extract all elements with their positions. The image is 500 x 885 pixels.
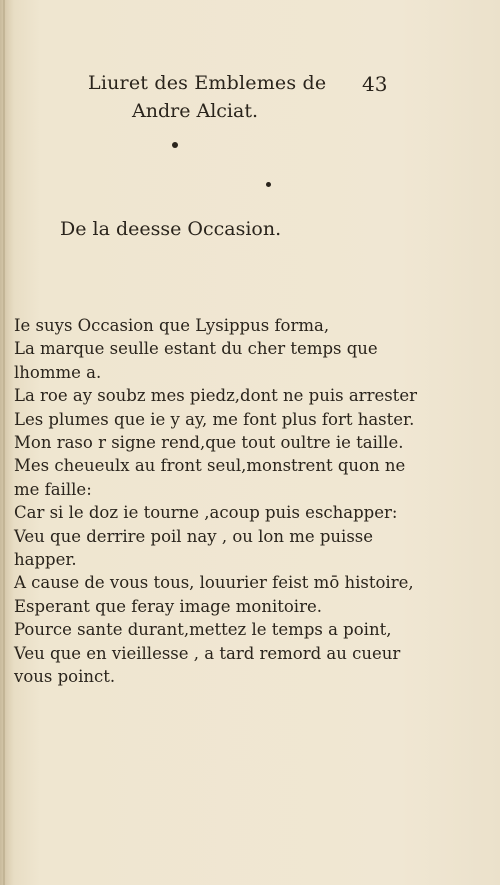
page-number: 43 <box>362 72 388 96</box>
verse-line: Les plumes que ie y ay, me font plus fort haster. <box>14 409 415 429</box>
running-head-title: Liuret des Emblemes de <box>88 72 327 94</box>
verse-line: me faille: <box>14 479 92 499</box>
verse-line: A cause de vous tous, louurier feist mō histoire, <box>14 573 414 593</box>
ornament-dot <box>266 182 271 187</box>
verse-line: lhomme a. <box>14 362 102 382</box>
verse-line: La roe ay soubz mes piedz,dont ne puis arrester <box>14 386 417 406</box>
verse-line: Mon raso r signe rend,que tout oultre ie taille. <box>14 433 404 453</box>
verse-line: Esperant que feray image monitoire. <box>14 596 322 616</box>
verse-line: Car si le doz ie tourne ,acoup puis eschapper: <box>14 503 398 523</box>
verse-line: Ie suys Occasion que Lysippus forma, <box>14 316 330 335</box>
verse-line: La marque seulle estant du cher temps que <box>14 339 378 359</box>
verse-line: Veu que en vieillesse , a tard remord au cueur <box>14 643 401 663</box>
running-head-author: Andre Alciat. <box>132 100 259 122</box>
verse-line: Mes cheueulx au front seul,monstrent quon ne <box>14 456 406 476</box>
ornament-dot <box>172 142 178 148</box>
page-gutter <box>3 0 5 885</box>
verse-line: Pource sante durant,mettez le temps a point, <box>14 620 392 640</box>
verse-line: happer. <box>14 550 77 570</box>
verse-line: Veu que derrire poil nay , ou lon me puisse <box>14 526 374 546</box>
verse-line: vous poinct. <box>14 667 116 687</box>
emblem-verse <box>14 314 417 689</box>
emblem-heading: De la deesse Occasion. <box>60 218 282 240</box>
